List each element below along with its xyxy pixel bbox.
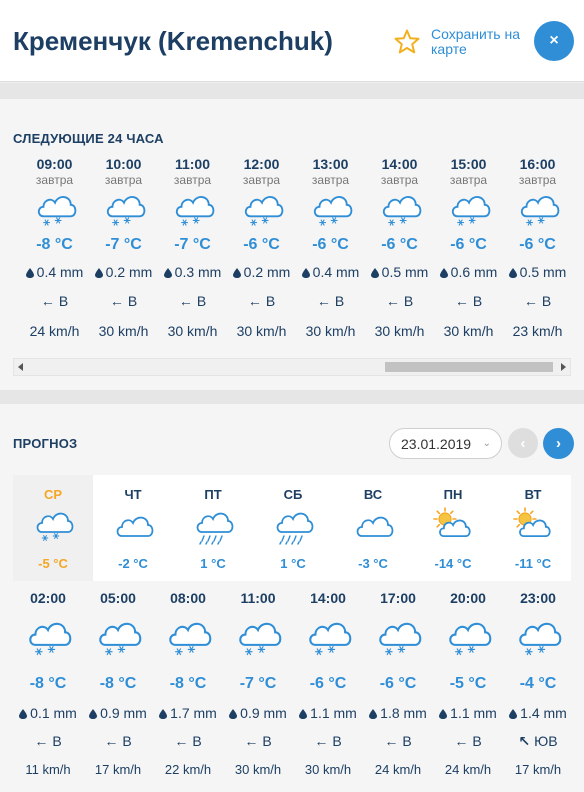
date-value: 23.01.2019 (401, 436, 472, 452)
snow-cloud-icon (158, 188, 227, 232)
forecast-hour-wind-speed: 22 km/h (164, 762, 212, 777)
raindrop-icon (369, 705, 380, 721)
raindrop-icon (509, 705, 520, 721)
forecast-hour-time: 17:00 (380, 590, 416, 606)
hour-day: завтра (104, 173, 143, 187)
chevron-left-icon: ‹ (520, 434, 526, 452)
chevron-right-icon: › (556, 435, 561, 452)
forecast-hour-time: 11:00 (240, 590, 276, 606)
hour-temp: -6 °C (519, 236, 556, 253)
day-name: ВС (363, 487, 383, 502)
snow-cloud-icon (227, 188, 296, 232)
raindrop-icon (440, 264, 451, 280)
snow-cloud-icon (153, 613, 223, 663)
wind-arrow-icon: ← (454, 293, 469, 309)
forecast-hour-time: 02:00 (30, 590, 66, 606)
forecast-hour-temp: -7 °C (239, 675, 277, 692)
hour-column (503, 156, 572, 341)
hour-time: 12:00 (243, 156, 280, 172)
precip-value: 0.5 mm (381, 264, 429, 280)
wind-arrow-icon: ← (34, 733, 49, 749)
forecast-hour-column (293, 590, 363, 780)
divider (0, 390, 584, 404)
forecast-hour-precip (13, 705, 83, 725)
raindrop-icon (299, 705, 310, 721)
snow-cloud-icon (365, 188, 434, 232)
forecast-hour-precip (433, 705, 503, 725)
day-name: ЧТ (124, 487, 142, 502)
snow-cloud-icon (296, 188, 365, 232)
hour-precip (89, 264, 158, 284)
raindrop-icon (164, 264, 175, 280)
forecast-hour-time: 14:00 (310, 590, 346, 606)
sun-cloud-icon (413, 503, 493, 549)
raindrop-icon (159, 705, 170, 721)
forecast-hour-wind-speed: 30 km/h (304, 762, 352, 777)
precip-value: 0.9 mm (100, 705, 147, 721)
close-button[interactable] (534, 21, 574, 61)
day-temp: 1 °C (280, 556, 306, 571)
wind-direction-value: В (122, 733, 132, 749)
day-name: СР (43, 487, 63, 502)
hour-wind-speed: 30 km/h (98, 323, 149, 339)
day-tab-0[interactable] (13, 475, 93, 581)
snow-cloud-icon (433, 613, 503, 663)
wind-direction-value: В (472, 293, 483, 309)
forecast-hour-wind-direction (13, 733, 83, 753)
hour-wind-speed: 30 km/h (167, 323, 218, 339)
precip-value: 1.1 mm (450, 705, 497, 721)
prev-day-button[interactable] (508, 428, 538, 458)
forecast-hour-column (433, 590, 503, 780)
forecast-hour-column (153, 590, 223, 780)
hour-column (227, 156, 296, 341)
precip-value: 0.9 mm (240, 705, 287, 721)
day-temp: 1 °C (200, 556, 226, 571)
forecast-hour-wind-direction (433, 733, 503, 753)
days-row (13, 475, 571, 581)
day-tab-2[interactable] (173, 475, 253, 581)
snow-cloud-icon (20, 188, 89, 232)
hour-wind-direction (20, 293, 89, 313)
forecast-hour-precip (293, 705, 363, 725)
hour-wind-direction (89, 293, 158, 313)
hour-wind-direction (296, 293, 365, 313)
snow-cloud-icon (89, 188, 158, 232)
day-tab-4[interactable] (333, 475, 413, 581)
save-on-map-link[interactable]: Сохранить на карте (431, 26, 520, 57)
forecast-hour-temp: -8 °C (169, 675, 207, 692)
precip-value: 1.1 mm (310, 705, 357, 721)
snow-cloud-icon (223, 613, 293, 663)
wind-direction-value: В (332, 733, 342, 749)
divider (0, 83, 584, 99)
hour-time: 14:00 (381, 156, 418, 172)
wind-direction-value: В (262, 733, 272, 749)
forecast-hours (13, 590, 573, 790)
cloud-icon (333, 503, 413, 549)
hour-precip (296, 264, 365, 284)
day-tab-5[interactable] (413, 475, 493, 581)
star-icon[interactable] (393, 28, 421, 56)
hour-wind-speed: 30 km/h (236, 323, 287, 339)
snow-cloud-icon (503, 613, 573, 663)
hour-column (89, 156, 158, 341)
section-title: ПРОГНОЗ (13, 436, 78, 451)
rain-cloud-icon (253, 503, 333, 549)
forecast-hour-temp: -6 °C (309, 675, 347, 692)
wind-arrow-icon: ← (454, 733, 469, 749)
hour-precip (434, 264, 503, 284)
forecast-hour-temp: -5 °C (449, 675, 487, 692)
day-tab-3[interactable] (253, 475, 333, 581)
hour-wind-direction (503, 293, 572, 313)
section-title: СЛЕДУЮЩИЕ 24 ЧАСА (13, 131, 164, 146)
close-icon: × (549, 32, 559, 49)
day-name: ВТ (524, 487, 542, 502)
raindrop-icon (509, 264, 520, 280)
wind-arrow-icon: ← (174, 733, 189, 749)
hour-temp: -6 °C (312, 236, 349, 253)
precip-value: 0.2 mm (105, 264, 153, 280)
snow-cloud-icon (293, 613, 363, 663)
wind-direction-value: В (196, 293, 207, 309)
forecast-hour-column (83, 590, 153, 780)
day-temp: -5 °C (38, 556, 68, 571)
forecast-hour-temp: -4 °C (519, 675, 557, 692)
next-day-button[interactable] (543, 428, 574, 459)
scroll-thumb[interactable] (385, 362, 553, 372)
forecast-hour-wind-direction (503, 733, 573, 753)
wind-arrow-icon: ← (314, 733, 329, 749)
forecast-hour-wind-speed: 30 km/h (234, 762, 282, 777)
raindrop-icon (371, 264, 382, 280)
precip-value: 0.4 mm (36, 264, 84, 280)
wind-direction-value: В (334, 293, 345, 309)
day-temp: -14 °C (434, 556, 472, 571)
forecast-hour-time: 08:00 (170, 590, 206, 606)
day-temp: -3 °C (358, 556, 388, 571)
forecast-hour-wind-speed: 17 km/h (94, 762, 142, 777)
hour-wind-speed: 30 km/h (443, 323, 494, 339)
hour-wind-speed: 23 km/h (512, 323, 563, 339)
precip-value: 0.6 mm (450, 264, 498, 280)
hour-precip (365, 264, 434, 284)
forecast-hour-precip (83, 705, 153, 725)
snow-cloud-icon (83, 613, 153, 663)
hour-precip (503, 264, 572, 284)
forecast-hour-temp: -6 °C (379, 675, 417, 692)
hour-day: завтра (173, 173, 212, 187)
wind-arrow-icon: ← (384, 733, 399, 749)
day-name: ПТ (204, 487, 222, 502)
sun-cloud-icon (493, 503, 573, 549)
wind-direction-value: В (472, 733, 482, 749)
hour-wind-speed: 24 km/h (29, 323, 80, 339)
forecast-hour-precip (223, 705, 293, 725)
wind-arrow-icon: ← (40, 293, 55, 309)
hour-wind-speed: 30 km/h (305, 323, 356, 339)
hour-precip (158, 264, 227, 284)
precip-value: 1.8 mm (380, 705, 427, 721)
scroll-right-icon[interactable] (561, 363, 566, 371)
raindrop-icon (26, 264, 37, 280)
raindrop-icon (302, 264, 313, 280)
wind-arrow-icon: ← (316, 293, 331, 309)
hour-time: 13:00 (312, 156, 349, 172)
horizontal-scrollbar[interactable] (13, 358, 571, 376)
hour-wind-direction (365, 293, 434, 313)
cloud-icon (93, 503, 173, 549)
wind-direction-value: В (541, 293, 552, 309)
day-tab-6[interactable] (493, 475, 573, 581)
forecast-hour-temp: -8 °C (99, 675, 137, 692)
hourly-strip[interactable] (0, 156, 584, 366)
wind-direction-value: В (58, 293, 69, 309)
hour-precip (20, 264, 89, 284)
forecast-hour-column (503, 590, 573, 780)
snow-cloud-icon (503, 188, 572, 232)
hour-time: 16:00 (519, 156, 556, 172)
forecast-hour-wind-speed: 24 km/h (374, 762, 422, 777)
forecast-hour-wind-speed: 17 km/h (514, 762, 562, 777)
forecast-hour-column (363, 590, 433, 780)
hour-column (365, 156, 434, 341)
forecast-hour-precip (363, 705, 433, 725)
snow-cloud-icon (13, 613, 83, 663)
forecast-hour-precip (503, 705, 573, 725)
wind-arrow-icon: ← (109, 293, 124, 309)
hour-wind-direction (227, 293, 296, 313)
forecast-hour-wind-speed: 24 km/h (444, 762, 492, 777)
hour-time: 09:00 (36, 156, 73, 172)
raindrop-icon (439, 705, 450, 721)
wind-arrow-icon: ← (385, 293, 400, 309)
wind-direction-value: В (265, 293, 276, 309)
forecast-hour-wind-direction (223, 733, 293, 753)
snow-cloud-icon (13, 503, 93, 549)
scroll-left-icon[interactable] (18, 363, 23, 371)
hour-time: 10:00 (105, 156, 142, 172)
raindrop-icon (229, 705, 240, 721)
forecast-hour-wind-direction (153, 733, 223, 753)
forecast-hour-temp: -8 °C (29, 675, 67, 692)
raindrop-icon (95, 264, 106, 280)
date-select[interactable] (389, 428, 502, 459)
hour-temp: -6 °C (243, 236, 280, 253)
hour-temp: -6 °C (381, 236, 418, 253)
hour-column (296, 156, 365, 341)
wind-arrow-icon: ← (244, 733, 259, 749)
hour-temp: -8 °C (36, 236, 73, 253)
hour-wind-speed: 30 km/h (374, 323, 425, 339)
wind-direction-value: В (403, 293, 414, 309)
precip-value: 1.7 mm (170, 705, 217, 721)
wind-direction-value: В (127, 293, 138, 309)
rain-cloud-icon (173, 503, 253, 549)
day-name: СБ (283, 487, 303, 502)
hour-time: 15:00 (450, 156, 487, 172)
hour-column (434, 156, 503, 341)
precip-value: 0.3 mm (174, 264, 222, 280)
raindrop-icon (89, 705, 100, 721)
hour-time: 11:00 (174, 156, 211, 172)
wind-direction-value: В (52, 733, 62, 749)
chevron-down-icon: ⌄ (482, 438, 491, 449)
forecast-hour-wind-direction (363, 733, 433, 753)
hour-day: завтра (311, 173, 350, 187)
hour-temp: -7 °C (105, 236, 142, 253)
snow-cloud-icon (434, 188, 503, 232)
wind-arrow-icon: ← (523, 293, 538, 309)
wind-direction-value: В (192, 733, 202, 749)
wind-arrow-icon: ← (178, 293, 193, 309)
wind-direction-value: В (402, 733, 412, 749)
forecast-hour-time: 05:00 (100, 590, 136, 606)
hour-column (20, 156, 89, 341)
wind-arrow-icon: ← (104, 733, 119, 749)
forecast-hour-time: 20:00 (450, 590, 486, 606)
wind-arrow-icon: ← (247, 293, 262, 309)
hour-day: завтра (449, 173, 488, 187)
day-temp: -2 °C (118, 556, 148, 571)
day-name: ПН (443, 487, 463, 502)
city-title: Кременчук (Kremenchuk) (13, 26, 333, 56)
forecast-hour-column (13, 590, 83, 780)
hour-precip (227, 264, 296, 284)
forecast-hour-precip (153, 705, 223, 725)
hour-day: завтра (242, 173, 281, 187)
forecast-hour-time: 23:00 (520, 590, 556, 606)
next-24-hours-section (0, 99, 584, 390)
raindrop-icon (233, 264, 244, 280)
hour-wind-direction (158, 293, 227, 313)
raindrop-icon (19, 705, 30, 721)
precip-value: 0.5 mm (519, 264, 567, 280)
header (0, 0, 584, 82)
hour-day: завтра (35, 173, 74, 187)
forecast-hour-column (223, 590, 293, 780)
precip-value: 0.2 mm (243, 264, 291, 280)
forecast-hour-wind-speed: 11 km/h (25, 762, 71, 777)
snow-cloud-icon (363, 613, 433, 663)
wind-arrow-icon: ↖ (518, 733, 531, 749)
hour-temp: -7 °C (174, 236, 211, 253)
hour-day: завтра (518, 173, 557, 187)
precip-value: 1.4 mm (520, 705, 567, 721)
forecast-hour-wind-direction (293, 733, 363, 753)
hour-day: завтра (380, 173, 419, 187)
wind-direction-value: ЮВ (534, 733, 558, 749)
hour-column (158, 156, 227, 341)
day-temp: -11 °C (514, 556, 552, 571)
precip-value: 0.4 mm (312, 264, 360, 280)
hour-wind-direction (434, 293, 503, 313)
precip-value: 0.1 mm (30, 705, 77, 721)
day-tab-1[interactable] (93, 475, 173, 581)
hour-temp: -6 °C (450, 236, 487, 253)
forecast-hour-wind-direction (83, 733, 153, 753)
forecast-section (0, 404, 584, 792)
